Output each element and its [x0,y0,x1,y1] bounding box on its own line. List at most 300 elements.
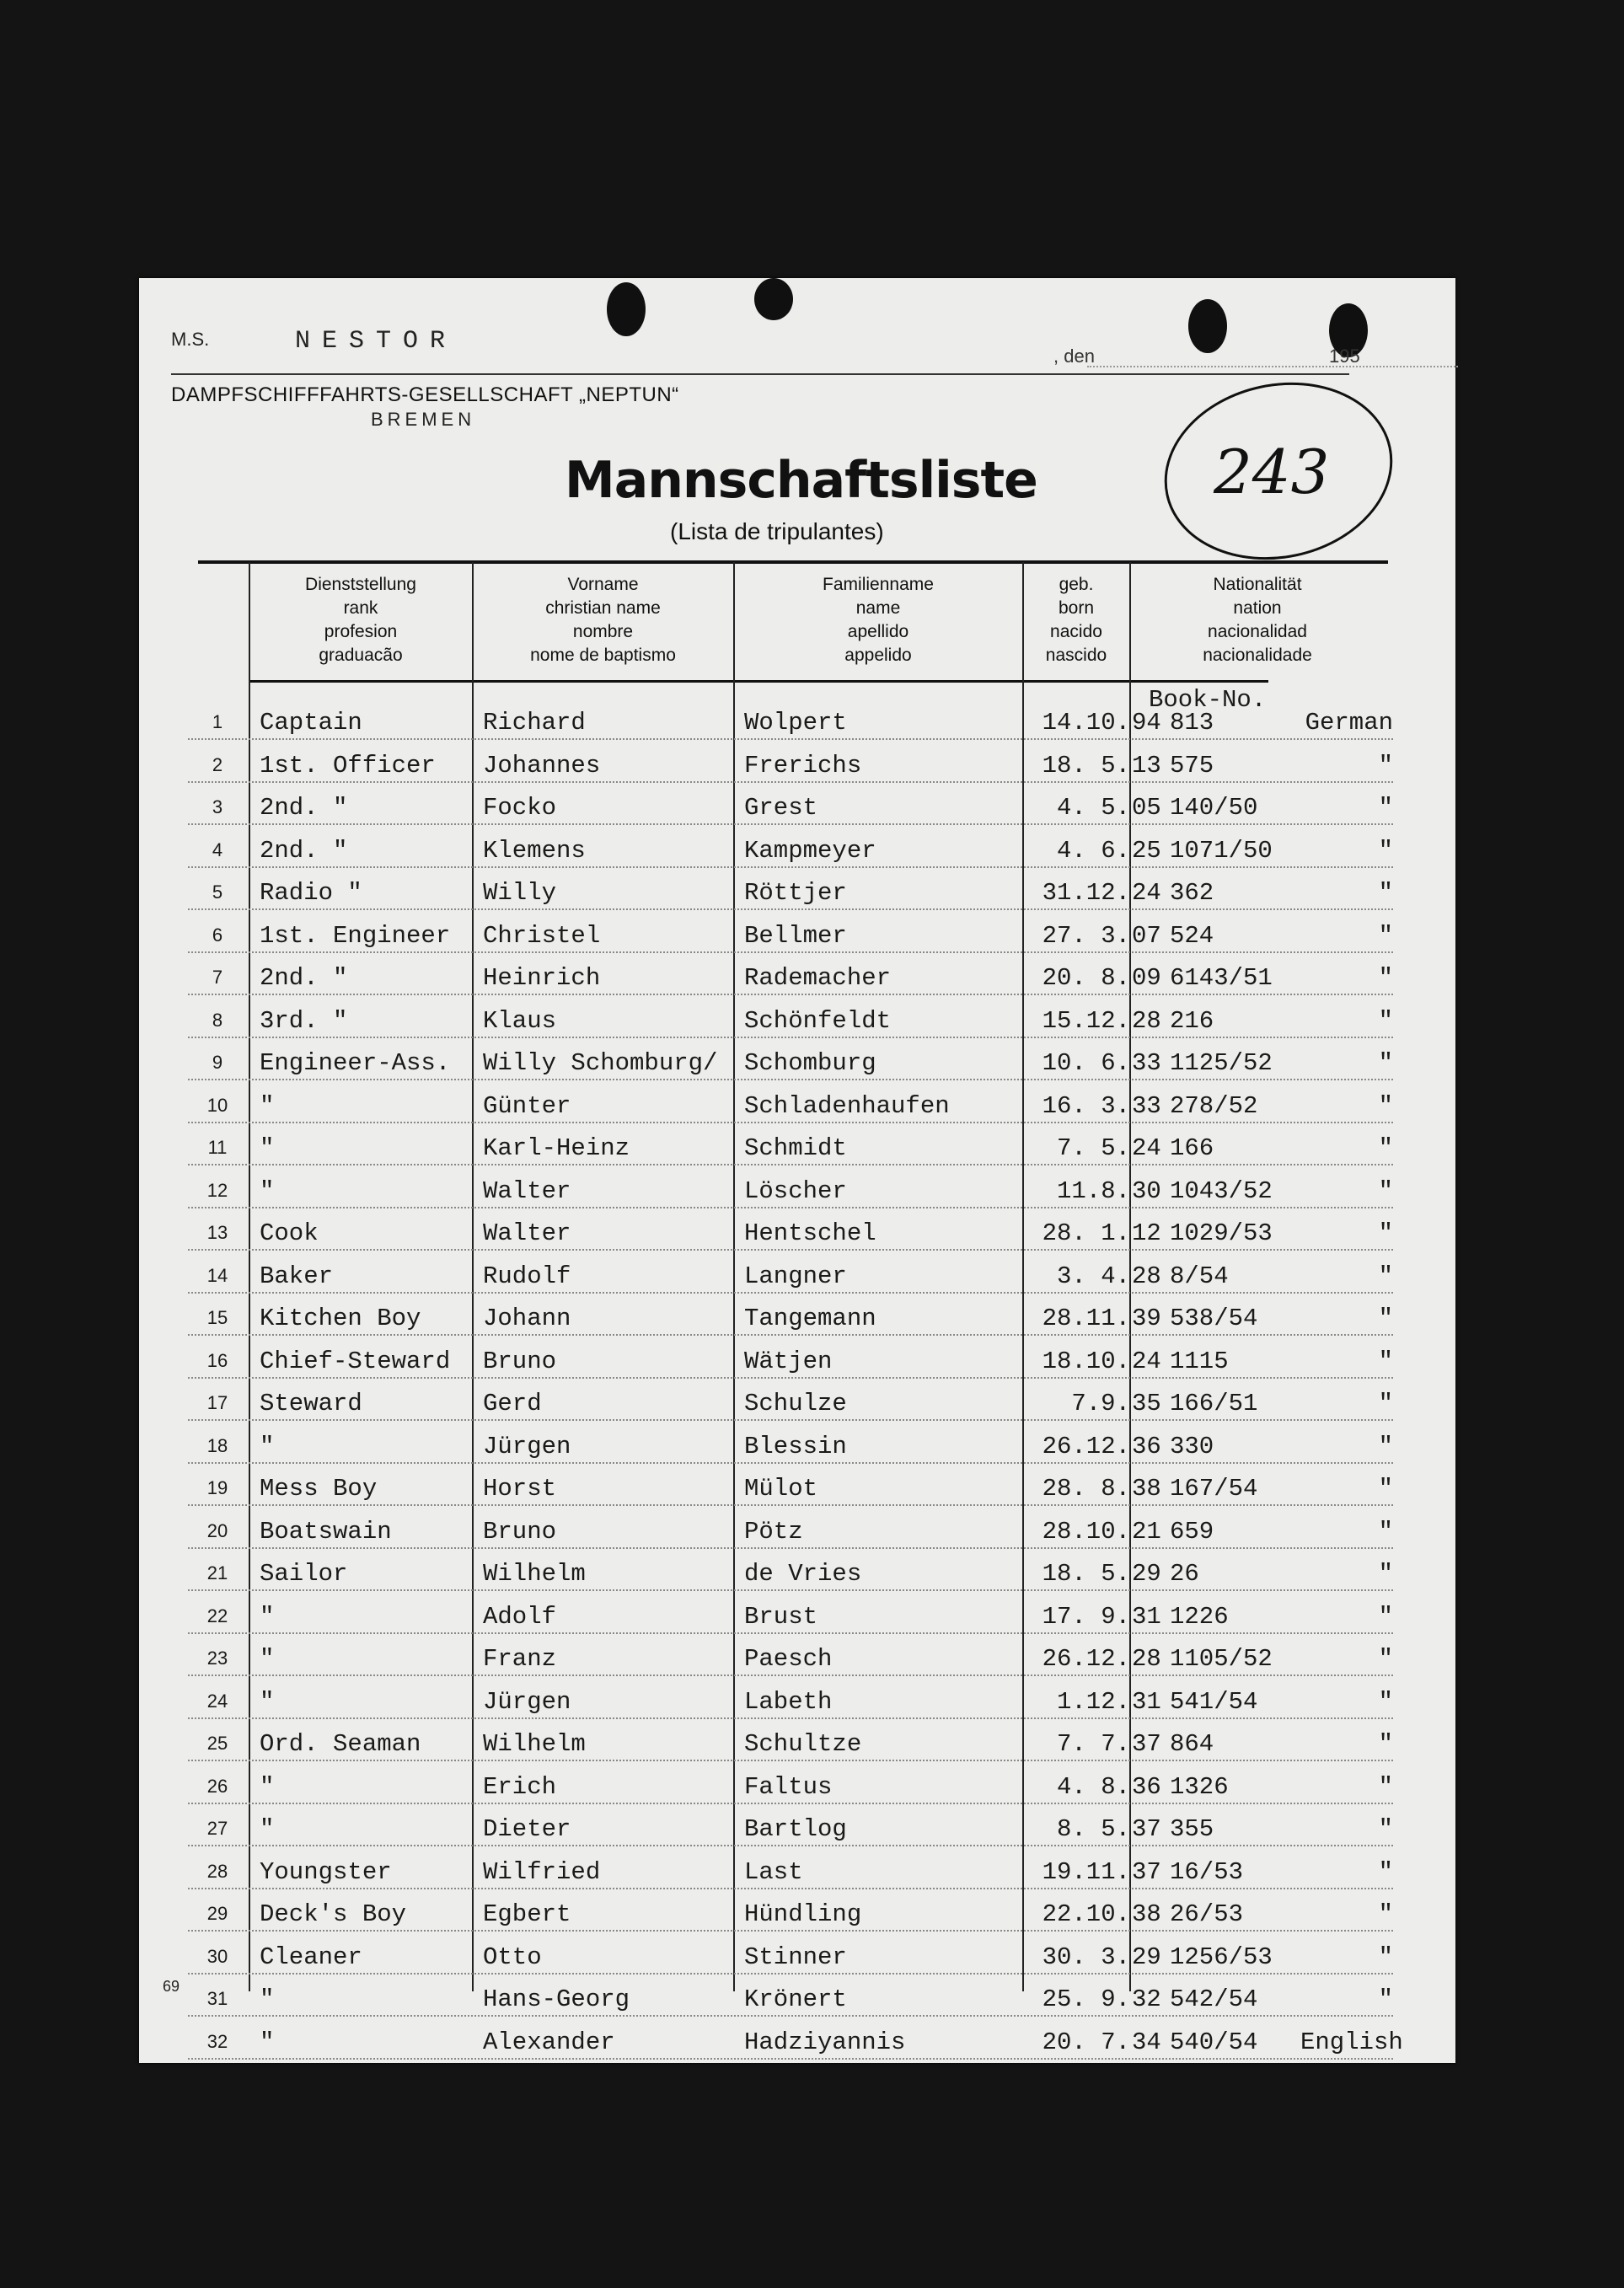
family-name-cell: Labeth [744,1687,833,1716]
born-day-month-cell: 18. 5. [1042,1560,1130,1588]
rank-cell: 1st. Engineer [260,921,451,950]
born-day-month-cell: 26.12. [1042,1432,1130,1460]
born-year-cell: 34 [1132,2028,1161,2056]
first-name-cell: Klemens [483,836,586,865]
first-name-cell: Gerd [483,1390,542,1417]
rank-cell: Mess Boy [260,1475,378,1503]
nation-cell: " [1378,1219,1393,1247]
table-row [188,749,1393,783]
row-separator [188,1930,1393,1932]
born-year-cell: 94 [1132,709,1161,737]
nation-cell: " [1378,1942,1393,1971]
born-year-cell: 33 [1132,1091,1161,1120]
born-year-cell: 29 [1132,1942,1161,1971]
born-year-cell: 24 [1132,1134,1161,1162]
born-day-month-cell: 8. 5. [1056,1815,1130,1843]
rank-cell: " [260,1815,275,1843]
nation-cell: " [1378,1560,1393,1588]
nation-cell: " [1378,1049,1393,1077]
table-row [188,1345,1393,1379]
first-name-cell: Alexander [483,2028,615,2056]
rank-cell: Cook [260,1219,319,1247]
book-number-cell: 542/54 [1170,1985,1258,2013]
born-year-cell: 32 [1132,1985,1161,2013]
born-day-month-cell: 16. 3. [1042,1091,1130,1120]
table-row [188,1557,1393,1591]
book-number-cell: 1071/50 [1170,836,1273,865]
nation-cell: " [1378,1176,1393,1205]
table-row [188,1898,1393,1932]
book-number-cell: 540/54 [1170,2028,1258,2056]
rank-cell: Kitchen Boy [260,1305,421,1332]
nation-cell: " [1378,751,1393,780]
first-name-cell: Willy Schomburg/ [483,1049,718,1077]
nation-cell: " [1378,1134,1393,1162]
row-number: 25 [206,1733,228,1754]
born-year-cell: 24 [1132,879,1161,907]
row-separator [188,994,1393,995]
rank-cell: " [260,2028,275,2056]
row-separator [188,1973,1393,1975]
rank-cell: " [260,1602,275,1631]
nation-cell: " [1378,1602,1393,1631]
row-separator [188,1803,1393,1804]
table-row [188,962,1393,995]
born-year-cell: 30 [1132,1176,1161,1205]
row-separator [188,951,1393,953]
first-name-cell: Willy [483,879,557,907]
born-day-month-cell: 11.8. [1056,1176,1130,1205]
born-year-cell: 05 [1132,794,1161,822]
born-day-month-cell: 28.11. [1042,1305,1130,1332]
row-number: 22 [206,1605,228,1626]
book-number-cell: 167/54 [1170,1475,1258,1503]
column-header-family-name [735,573,1021,667]
born-day-month-cell: 28. 8. [1042,1475,1130,1503]
punch-hole [607,282,646,336]
rank-cell: " [260,1091,275,1120]
row-number: 14 [206,1264,228,1286]
first-name-cell: Wilfried [483,1857,601,1886]
nation-cell: " [1378,1390,1393,1417]
nation-cell: " [1378,1645,1393,1673]
family-name-cell: Frerichs [744,751,862,780]
table-row [188,1515,1393,1549]
book-number-cell: 524 [1170,921,1214,950]
nation-cell: " [1378,836,1393,865]
born-day-month-cell: 4. 5. [1056,794,1130,822]
family-name-cell: Grest [744,794,818,822]
born-year-cell: 36 [1132,1432,1161,1460]
book-number-cell: 26 [1170,1560,1199,1588]
date-label: , den [1053,346,1095,367]
book-number-cell: 166/51 [1170,1390,1258,1417]
book-number-cell: 538/54 [1170,1305,1258,1332]
table-row [188,1302,1393,1336]
row-number: 26 [206,1775,228,1797]
nation-cell: " [1378,1730,1393,1758]
row-number: 10 [206,1094,228,1116]
table-row [188,1856,1393,1889]
book-number-cell: 6143/51 [1170,964,1273,992]
nation-cell: " [1378,1262,1393,1290]
header-line: nascido [1045,646,1107,665]
born-day-month-cell: 17. 9. [1042,1602,1130,1631]
table-top-rule [198,560,1388,564]
born-day-month-cell: 20. 7. [1042,2028,1130,2056]
header-line: geb. [1059,575,1094,594]
book-number-cell: 330 [1170,1432,1214,1460]
first-name-cell: Wilhelm [483,1560,586,1588]
table-row [188,1005,1393,1038]
row-separator [188,1207,1393,1208]
book-number-cell: 140/50 [1170,794,1258,822]
book-number-cell: 541/54 [1170,1687,1258,1716]
row-number: 6 [212,924,223,946]
born-day-month-cell: 31.12. [1042,879,1130,907]
table-row [188,1047,1393,1080]
book-number-cell: 659 [1170,1517,1214,1546]
rank-cell: " [260,1687,275,1716]
table-row [188,2026,1403,2060]
row-number: 3 [212,796,223,817]
row-number: 11 [207,1137,228,1158]
nation-cell: " [1378,879,1393,907]
nation-cell: " [1378,1091,1393,1120]
row-separator [188,1377,1393,1379]
family-name-cell: Faltus [744,1772,833,1801]
born-day-month-cell: 4. 6. [1056,836,1130,865]
rank-cell: Cleaner [260,1942,362,1971]
row-number: 4 [212,839,223,860]
table-row [188,1941,1393,1975]
row-separator [188,1888,1393,1889]
first-name-cell: Jürgen [483,1687,571,1716]
rank-cell: " [260,1772,275,1801]
margin-note: 69 [163,1978,180,1995]
born-year-cell: 37 [1132,1730,1161,1758]
table-row [188,1685,1393,1719]
born-day-month-cell: 1.12. [1056,1687,1130,1716]
family-name-cell: Wätjen [744,1347,833,1375]
born-day-month-cell: 10. 6. [1042,1049,1130,1077]
family-name-cell: Schmidt [744,1134,847,1162]
rank-cell: 2nd. " [260,964,348,992]
table-row [188,1260,1393,1294]
row-separator [188,908,1393,910]
book-number-cell: 8/54 [1170,1262,1229,1290]
nation-cell: " [1378,1772,1393,1801]
header-line: graduacão [319,646,403,665]
family-name-cell: Rademacher [744,964,892,992]
row-separator [188,2058,1393,2060]
born-day-month-cell: 15.12. [1042,1006,1130,1035]
family-name-cell: Last [744,1857,803,1886]
family-name-cell: Blessin [744,1432,847,1460]
row-number: 15 [206,1307,228,1328]
first-name-cell: Rudolf [483,1262,571,1290]
born-year-cell: 09 [1132,964,1161,992]
nation-cell: " [1378,1985,1393,2013]
header-line: Dienststellung [305,575,416,594]
header-line: nacionalidade [1203,646,1312,665]
row-separator [188,1419,1393,1421]
first-name-cell: Hans-Georg [483,1985,630,2013]
first-name-cell: Richard [483,709,586,737]
family-name-cell: Wolpert [744,709,847,737]
header-line: apellido [847,622,909,641]
book-number-cell: 16/53 [1170,1857,1244,1886]
first-name-cell: Bruno [483,1517,557,1546]
family-name-cell: de Vries [744,1560,862,1588]
row-number: 20 [206,1519,228,1541]
book-number-cell: 1115 [1170,1347,1229,1375]
row-number: 8 [212,1009,223,1031]
table-row [188,834,1393,868]
rank-cell: Chief-Steward [260,1347,451,1375]
nation-cell: " [1378,1687,1393,1716]
born-year-cell: 25 [1132,836,1161,865]
row-separator [188,823,1393,825]
header-line: appelido [844,646,912,665]
table-row [188,1175,1393,1208]
nation-cell: German [1305,709,1393,737]
table-row [188,1090,1393,1123]
row-number: 32 [206,2030,228,2052]
nation-cell: English [1300,2028,1403,2056]
nation-cell: " [1378,964,1393,992]
family-name-cell: Bartlog [744,1815,847,1843]
born-day-month-cell: 22.10. [1042,1900,1130,1928]
book-number-cell: 1105/52 [1170,1645,1273,1673]
rank-cell: Radio " [260,879,362,907]
first-name-cell: Erich [483,1772,557,1801]
header-line: nombre [572,622,634,641]
born-day-month-cell: 7. 5. [1056,1134,1130,1162]
book-number-cell: 362 [1170,879,1214,907]
row-separator [188,866,1393,868]
table-row [188,1771,1393,1804]
nation-cell: " [1378,1347,1393,1375]
nation-cell: " [1378,1432,1393,1460]
first-name-cell: Heinrich [483,964,601,992]
table-row [188,1132,1393,1165]
rank-cell: Baker [260,1262,334,1290]
header-line: born [1058,598,1095,618]
rank-cell: Captain [260,709,362,737]
header-line: rank [343,598,378,618]
born-day-month-cell: 3. 4. [1056,1262,1130,1290]
nation-cell: " [1378,1475,1393,1503]
row-number: 31 [206,1988,228,2009]
nation-cell: " [1378,1857,1393,1886]
row-separator [188,1079,1393,1080]
family-name-cell: Schultze [744,1730,862,1758]
row-number: 30 [206,1945,228,1967]
nation-cell: " [1378,794,1393,822]
row-number: 27 [206,1818,228,1839]
born-year-cell: 33 [1132,1049,1161,1077]
column-header-rank [250,573,471,667]
book-number-label: Book-No. [1149,686,1267,714]
row-separator [188,2015,1393,2017]
family-name-cell: Paesch [744,1645,833,1673]
row-separator [188,1462,1393,1464]
book-number-cell: 813 [1170,709,1214,737]
first-name-cell: Karl-Heinz [483,1134,630,1162]
company-city: BREMEN [371,409,476,430]
family-name-cell: Hentschel [744,1219,876,1247]
first-name-cell: Bruno [483,1347,557,1375]
column-header-nation [1131,573,1384,667]
table-row [188,1600,1393,1634]
born-year-cell: 37 [1132,1857,1161,1886]
rank-cell: Boatswain [260,1517,392,1546]
born-year-cell: 37 [1132,1815,1161,1843]
header-line: nation [1233,598,1282,618]
first-name-cell: Dieter [483,1815,571,1843]
family-name-cell: Pötz [744,1517,803,1546]
punch-hole [754,278,793,320]
table-row [188,1217,1393,1251]
nation-cell: " [1378,1006,1393,1035]
born-year-cell: 28 [1132,1262,1161,1290]
table-row [188,1728,1393,1761]
row-number: 16 [206,1349,228,1371]
header-line: christian name [545,598,661,618]
table-header-rule [249,680,1268,683]
born-year-cell: 24 [1132,1347,1161,1375]
nation-cell: " [1378,1900,1393,1928]
born-day-month-cell: 25. 9. [1042,1985,1130,2013]
family-name-cell: Hadziyannis [744,2028,906,2056]
header-line: Nationalität [1213,575,1302,594]
book-number-cell: 1326 [1170,1772,1229,1801]
first-name-cell: Johannes [483,751,601,780]
company-name: DAMPFSCHIFFFAHRTS-GESELLSCHAFT „NEPTUN“ [171,383,679,406]
book-number-cell: 355 [1170,1815,1214,1843]
book-number-cell: 1125/52 [1170,1049,1273,1077]
book-number-cell: 1226 [1170,1602,1229,1631]
ship-name: NESTOR [295,327,458,356]
born-year-cell: 39 [1132,1305,1161,1332]
born-day-month-cell: 26.12. [1042,1645,1130,1673]
table-row [188,1472,1393,1506]
table-row [188,706,1393,740]
row-separator [188,1292,1393,1294]
table-row [188,876,1393,910]
row-number: 28 [206,1860,228,1882]
row-number: 2 [212,753,223,775]
rank-cell: 2nd. " [260,794,348,822]
row-separator [188,1122,1393,1123]
born-year-cell: 07 [1132,921,1161,950]
family-name-cell: Langner [744,1262,847,1290]
first-name-cell: Christel [483,921,601,950]
table-row [188,1983,1393,2017]
row-separator [188,1164,1393,1165]
born-day-month-cell: 18. 5. [1042,751,1130,780]
book-number-cell: 1256/53 [1170,1942,1273,1971]
row-separator [188,738,1393,740]
header-line: name [855,598,901,618]
born-year-cell: 38 [1132,1475,1161,1503]
born-day-month-cell: 7.9. [1071,1390,1130,1417]
punch-hole [1188,299,1227,353]
nation-cell: " [1378,1517,1393,1546]
row-separator [188,1547,1393,1549]
born-year-cell: 31 [1132,1687,1161,1716]
born-day-month-cell: 28.10. [1042,1517,1130,1546]
family-name-cell: Tangemann [744,1305,876,1332]
rank-cell: 1st. Officer [260,751,436,780]
first-name-cell: Johann [483,1305,571,1332]
book-number-cell: 278/52 [1170,1091,1258,1120]
nation-cell: " [1378,1305,1393,1332]
row-separator [188,1037,1393,1038]
born-day-month-cell: 18.10. [1042,1347,1130,1375]
born-day-month-cell: 30. 3. [1042,1942,1130,1971]
first-name-cell: Egbert [483,1900,571,1928]
table-row [188,1813,1393,1846]
rank-cell: " [260,1985,275,2013]
born-year-cell: 38 [1132,1900,1161,1928]
family-name-cell: Röttjer [744,879,847,907]
row-number: 29 [206,1903,228,1924]
family-name-cell: Brust [744,1602,818,1631]
first-name-cell: Otto [483,1942,542,1971]
born-day-month-cell: 28. 1. [1042,1219,1130,1247]
rank-cell: 2nd. " [260,836,348,865]
row-separator [188,1845,1393,1846]
family-name-cell: Krönert [744,1985,847,2013]
book-number-cell: 216 [1170,1006,1214,1035]
first-name-cell: Klaus [483,1006,557,1035]
row-number: 1 [212,711,223,732]
header-line: profesion [324,622,398,641]
book-number-cell: 864 [1170,1730,1214,1758]
family-name-cell: Schulze [744,1390,847,1417]
page-subtitle: (Lista de tripulantes) [670,518,884,544]
family-name-cell: Schomburg [744,1049,876,1077]
family-name-cell: Löscher [744,1176,847,1205]
row-number: 9 [212,1052,223,1073]
row-separator [188,1249,1393,1251]
page-title: Mannschaftsliste [565,451,1037,510]
row-number: 21 [206,1562,228,1583]
rank-cell: Youngster [260,1857,392,1886]
born-year-cell: 35 [1132,1390,1161,1417]
first-name-cell: Focko [483,794,557,822]
first-name-cell: Günter [483,1091,571,1120]
book-number-cell: 1043/52 [1170,1176,1273,1205]
born-day-month-cell: 19.11. [1042,1857,1130,1886]
rank-cell: Deck's Boy [260,1900,407,1928]
header-line: nacionalidad [1208,622,1307,641]
table-row [188,1642,1393,1676]
document-sheet [139,278,1455,2063]
nation-cell: " [1378,921,1393,950]
nation-cell: " [1378,1815,1393,1843]
family-name-cell: Stinner [744,1942,847,1971]
rank-cell: Engineer-Ass. [260,1049,451,1077]
table-row [188,919,1393,953]
column-header-first-name [474,573,732,667]
row-separator [188,1760,1393,1761]
row-separator [188,1632,1393,1634]
born-year-cell: 29 [1132,1560,1161,1588]
row-separator [188,1504,1393,1506]
